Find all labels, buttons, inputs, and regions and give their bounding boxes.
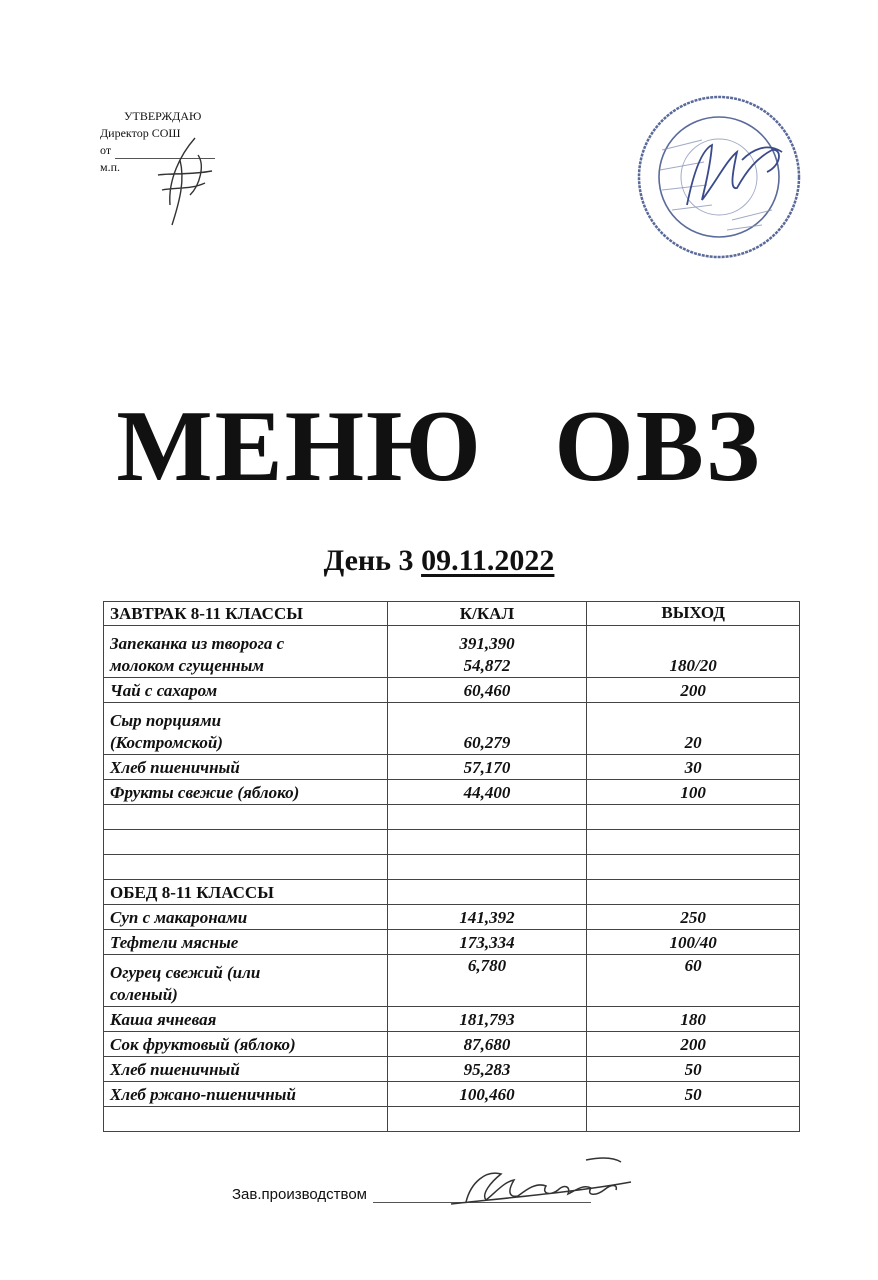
output-value-line: 50 [684,1085,702,1104]
kcal-value-line: 57,170 [463,758,511,777]
output-value [587,780,800,805]
empty-row [104,1107,800,1132]
table-row [104,905,800,930]
table-row [104,1032,800,1057]
table-row [104,1007,800,1032]
menu-table [103,601,800,1132]
empty-cell [104,805,388,830]
kcal-value [387,626,587,678]
empty-cell [587,830,800,855]
output-value-line: 250 [680,908,706,927]
header-col1: ЗАВТРАК 8-11 КЛАССЫ [104,602,388,626]
empty-cell [587,1107,800,1132]
kcal-value [387,678,587,703]
day-label: День 3 [323,544,414,577]
dish-name-line: молоком сгущенным [110,656,265,675]
approval-director: Директор СОШ [100,126,181,140]
output-value-line: 30 [684,758,702,777]
dish-name-line: Сыр порциями [110,711,222,730]
output-value [587,905,800,930]
empty-row [104,830,800,855]
header-col3: ВЫХОД [587,602,800,626]
dish-name [104,678,388,703]
empty-cell [387,805,587,830]
approval-heading: УТВЕРЖДАЮ [124,109,202,123]
kcal-value-line: 44,400 [463,783,511,802]
school-stamp [632,90,807,265]
dish-name-line: Тефтели мясные [110,933,239,952]
dish-name-line: Хлеб пшеничный [110,758,240,777]
kcal-value-line: 100,460 [459,1085,515,1104]
day-heading [0,544,878,578]
kcal-value-line: 87,680 [463,1035,511,1054]
approval-date-line: от [100,142,215,159]
table-row [104,955,800,1007]
kcal-value [387,930,587,955]
output-value-line: 100/40 [669,933,717,952]
dish-name [104,755,388,780]
empty-cell [387,855,587,880]
dish-name-line: Суп с макаронами [110,908,248,927]
empty-cell [587,805,800,830]
dish-name-line: (Костромской) [110,733,223,752]
kcal-value [387,755,587,780]
kcal-value [387,1082,587,1107]
dish-name-line: Чай с сахаром [110,681,218,700]
output-value-line: 60 [684,956,702,975]
kcal-value [387,1057,587,1082]
kcal-value-line: 60,279 [463,733,511,752]
kcal-value [387,1032,587,1057]
dish-name [104,930,388,955]
output-value-line: 200 [680,1035,706,1054]
table-header-row [104,602,800,626]
dish-name [104,1032,388,1057]
output-value-line: 100 [680,783,706,802]
kcal-value-line: 54,872 [463,656,511,675]
production-manager-signature [446,1152,636,1214]
kcal-value-line: 141,392 [459,908,515,927]
dish-name-line: соленый) [110,985,178,1004]
empty-cell [104,830,388,855]
table-row [104,626,800,678]
table-row [104,703,800,755]
empty-cell [587,855,800,880]
empty-row [104,855,800,880]
dish-name [104,780,388,805]
kcal-value-line: 391,390 [459,634,515,653]
output-value [587,1082,800,1107]
output-value [587,678,800,703]
dish-name [104,1082,388,1107]
empty-cell [387,880,587,905]
kcal-value [387,703,587,755]
table-row [104,678,800,703]
dish-name-line: Фрукты свежие (яблоко) [110,783,300,802]
menu-date: 09.11.2022 [421,544,555,577]
empty-cell [387,830,587,855]
kcal-value [387,905,587,930]
kcal-value-line: 60,460 [463,681,511,700]
kcal-value-line: 181,793 [459,1010,515,1029]
table-row [104,930,800,955]
dish-name-line: Огурец свежий (или [110,963,261,982]
output-value [587,930,800,955]
kcal-value [387,780,587,805]
footer-label: Зав.производством [232,1186,367,1203]
dish-name [104,626,388,678]
empty-row [104,805,800,830]
page-title: МЕНЮ ОВЗ [116,390,762,503]
output-value [587,626,800,678]
output-value [587,755,800,780]
dish-name-line: Хлеб пшеничный [110,1060,240,1079]
empty-cell [587,880,800,905]
output-value-line: 180 [680,1010,706,1029]
approval-seal-place: м.п. [100,160,121,174]
kcal-value-line: 173,334 [459,933,515,952]
dish-name-line: Сок фруктовый (яблоко) [110,1035,296,1054]
dish-name-line: Хлеб ржано-пшеничный [110,1085,296,1104]
director-signature [150,135,220,230]
output-value [587,955,800,1007]
table-row [104,1057,800,1082]
output-value [587,1032,800,1057]
dish-name [104,955,388,1007]
dish-name [104,703,388,755]
lunch-header-row [104,880,800,905]
output-value [587,1007,800,1032]
kcal-value [387,955,587,1007]
table-row [104,780,800,805]
output-value-line: 200 [680,681,706,700]
dish-name [104,905,388,930]
output-value-line: 180/20 [669,656,717,675]
kcal-value-line: 6,780 [467,956,507,975]
output-value-line: 20 [684,733,702,752]
dish-name-line: Запеканка из творога с [110,634,285,653]
kcal-value-line: 95,283 [463,1060,511,1079]
lunch-header: ОБЕД 8-11 КЛАССЫ [104,880,388,905]
empty-cell [387,1107,587,1132]
header-col2: К/КАЛ [387,602,587,626]
output-value-line: 50 [684,1060,702,1079]
output-value [587,1057,800,1082]
empty-cell [104,1107,388,1132]
output-value [587,703,800,755]
table-row [104,1082,800,1107]
dish-name [104,1007,388,1032]
dish-name-line: Каша ячневая [110,1010,217,1029]
kcal-value [387,1007,587,1032]
dish-name [104,1057,388,1082]
empty-cell [104,855,388,880]
table-row [104,755,800,780]
